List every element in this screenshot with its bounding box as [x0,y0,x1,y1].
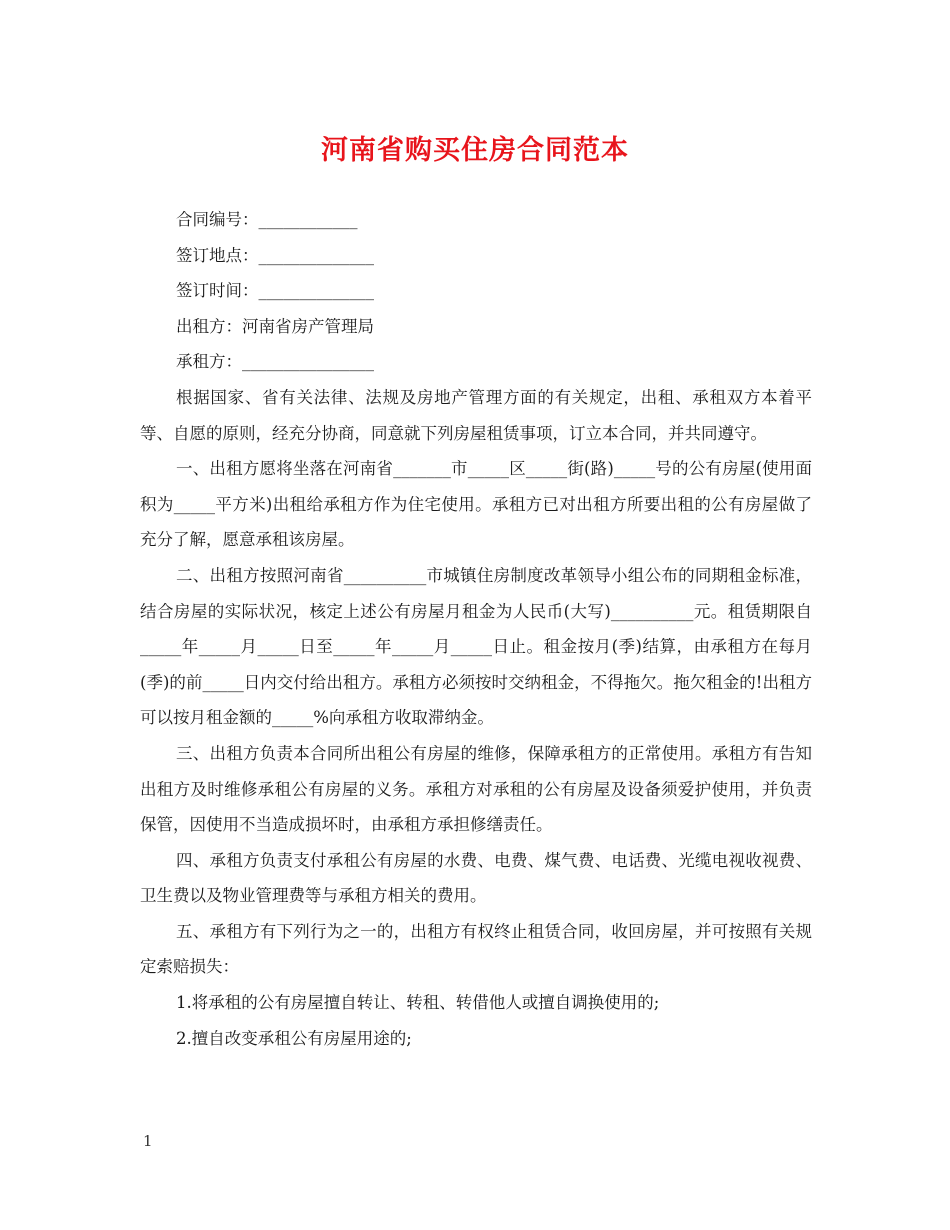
clause-3-paragraph: 三、出租方负责本合同所出租公有房屋的维修，保障承租方的正常使用。承租方有告知出租方及时维修承租公有房屋的义务。承租方对承租的公有房屋及设备须爱护使用，并负责保管，因使用不当造成损坏时，由承租方承担修缮责任。 [140,743,812,835]
clause-1-paragraph: 一、出租方愿将坐落在河南省_______市_____区_____街(路)_____号的公有房屋(使用面积为_____平方米)出租给承租方作为住宅使用。承租方已对出租方所要出租的公有房屋做了充分了解，愿意承租该房屋。 [140,459,812,550]
clause-5-paragraph: 五、承租方有下列行为之一的，出租方有权终止租赁合同，收回房屋，并可按照有关规定索赔损失： [140,921,812,977]
document-title: 河南省购买住房合同范本 [321,135,629,166]
signing-place-field: 签订地点：______________ [176,245,374,265]
clause-5-item-1: 1.将承租的公有房屋擅自转让、转租、转借他人或擅自调换使用的; [176,993,660,1013]
signing-time-field: 签订时间：______________ [176,281,374,301]
clause-5-item-2: 2.擅自改变承租公有房屋用途的; [176,1028,412,1048]
lessor-field: 出租方：河南省房产管理局 [176,316,374,336]
document-body [140,202,812,1056]
lessee-field: 承租方：________________ [176,352,374,372]
page-number: 1 [143,1132,153,1150]
clause-2-paragraph: 二、出租方按照河南省__________市城镇住房制度改革领导小组公布的同期租金标准，结合房屋的实际状况，核定上述公有房屋月租金为人民币(大写)__________元。租赁期限自_____年_____月_____日至_____年_____月_____日止。租金按月(季)结算，由承租方在每月(季)的前_____日内交付给出租方。承租方必须按时交纳租金，不得拖欠。拖欠租金的!出租方可以按月租金额的_____%向承租方收取滞纳金。 [140,565,812,728]
preamble-paragraph: 根据国家、省有关法律、法规及房地产管理方面的有关规定，出租、承租双方本着平等、自愿的原则，经充分协商，同意就下列房屋租赁事项，订立本合同，并共同遵守。 [140,387,812,443]
clause-4-paragraph: 四、承租方负责支付承租公有房屋的水费、电费、煤气费、电话费、光缆电视收视费、卫生费以及物业管理费等与承租方相关的费用。 [140,850,812,906]
contract-number-field: 合同编号：____________ [176,210,358,229]
